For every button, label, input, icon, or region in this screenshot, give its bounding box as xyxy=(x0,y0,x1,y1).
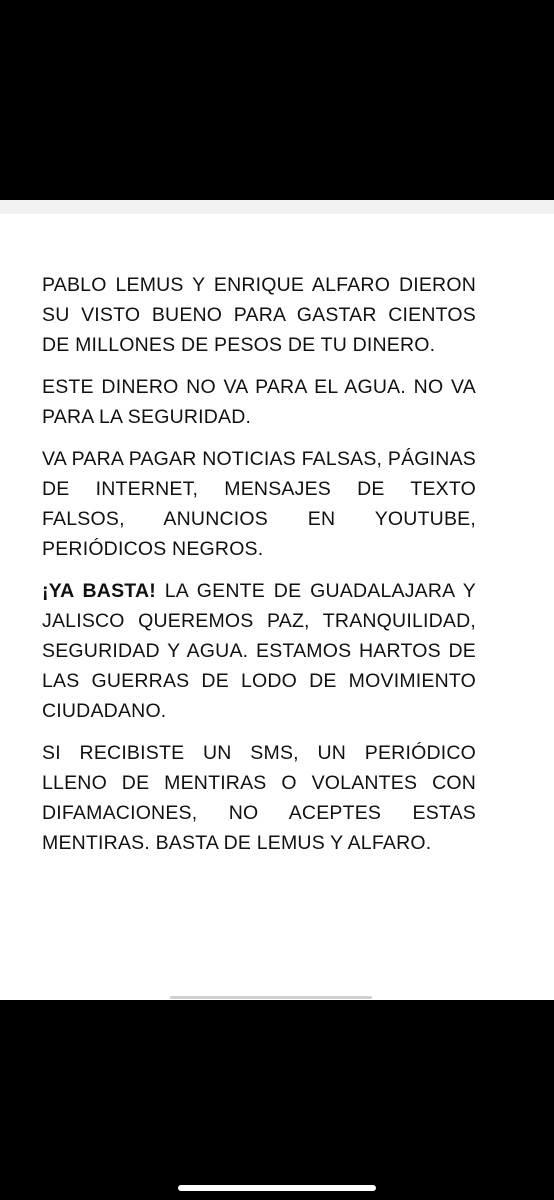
paragraph-5 xyxy=(42,738,476,858)
paragraph-4-text: LA GENTE DE GUADALAJARA Y JALISCO QUEREMOS PAZ, TRANQUILIDAD, SEGURIDAD Y AGUA. ESTAMOS HARTOS DE LAS GUERRAS DE LODO DE MOVIMIENTO CIUDADANO. xyxy=(42,580,476,722)
paragraph-2 xyxy=(42,372,476,432)
document-page[interactable] xyxy=(0,200,554,1000)
document-body xyxy=(42,270,476,870)
paragraph-5-text: SI RECIBISTE UN SMS, UN PERIÓDICO LLENO DE MENTIRAS O VOLANTES CON DIFAMACIONES, NO ACEPTES ESTAS MENTIRAS. BASTA DE LEMUS Y ALFARO. xyxy=(42,742,476,854)
paragraph-3 xyxy=(42,444,476,564)
page-top-strip xyxy=(0,200,554,214)
top-black-bar xyxy=(0,0,554,200)
paragraph-4 xyxy=(42,576,476,726)
home-indicator[interactable] xyxy=(178,1185,376,1191)
bottom-black-bar xyxy=(0,1000,554,1200)
paragraph-2-text: ESTE DINERO NO VA PARA EL AGUA. NO VA PARA LA SEGURIDAD. xyxy=(42,376,476,428)
paragraph-4-bold-lead: ¡YA BASTA! xyxy=(42,580,156,602)
paragraph-1-text: PABLO LEMUS Y ENRIQUE ALFARO DIERON SU VISTO BUENO PARA GASTAR CIENTOS DE MILLONES DE PESOS DE TU DINERO. xyxy=(42,274,476,356)
paragraph-3-text: VA PARA PAGAR NOTICIAS FALSAS, PÁGINAS DE INTERNET, MENSAJES DE TEXTO FALSOS, ANUNCIOS EN YOUTUBE, PERIÓDICOS NEGROS. xyxy=(42,448,476,560)
paragraph-1 xyxy=(42,270,476,360)
scroll-indicator xyxy=(170,996,372,999)
